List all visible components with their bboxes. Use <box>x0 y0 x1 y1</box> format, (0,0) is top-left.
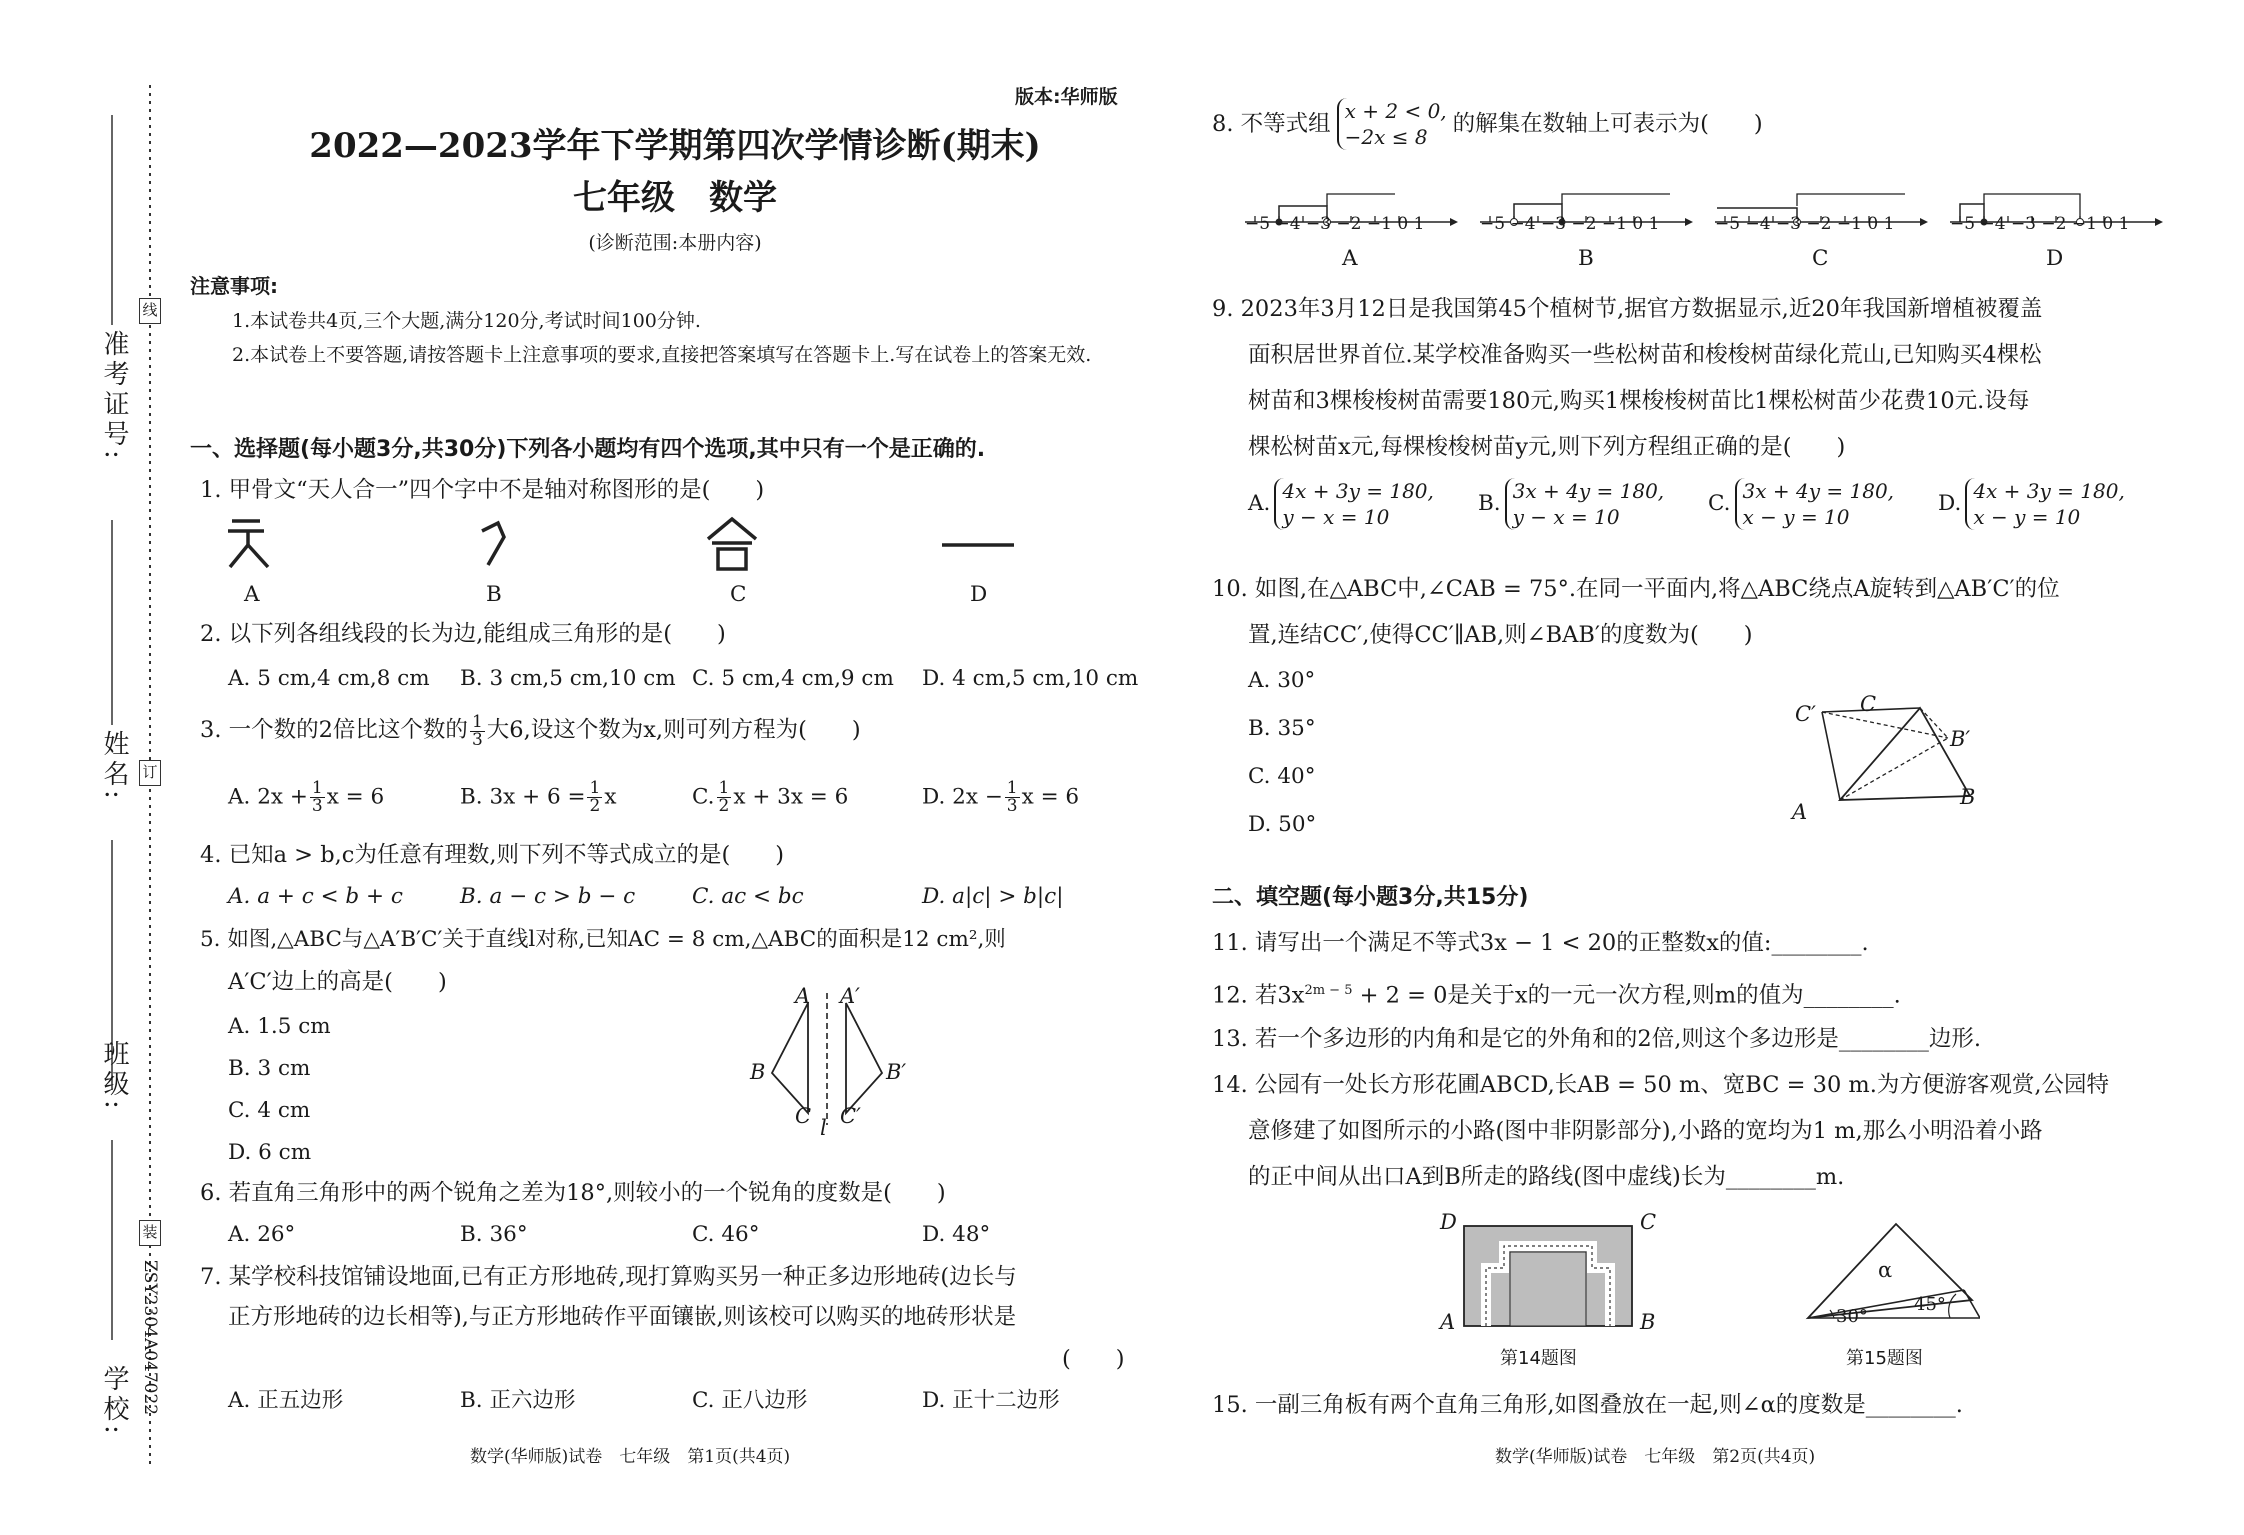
notice-item-2: 2.本试卷上不要答题,请按答题卡上注意事项的要求,直接把答案填写在答题卡上.写在试卷上的答案无效. <box>232 344 1092 366</box>
q3-option-a[interactable]: A. 2x + $\frac{1}{3}$ x = 6 <box>228 778 385 816</box>
q2-option-d[interactable]: D. 4 cm,5 cm,10 cm <box>922 666 1139 691</box>
section-2-heading: 二、填空题(每小题3分,共15分) <box>1212 885 1529 910</box>
question-14-line1: 14. 公园有一处长方形花圃ABCD,长AB = 50 m、宽BC = 30 m.为方便游客观赏,公园特 <box>1212 1072 2110 1098</box>
glyph-tian <box>228 521 268 567</box>
q3-fraction: $\frac{1}{3}$ <box>471 711 483 750</box>
q5-label-b-prime: B′ <box>886 1060 907 1084</box>
question-4-stem: 4. 已知a > b,c为任意有理数,则下列不等式成立的是( ) <box>200 842 785 868</box>
q14-label-c: C <box>1640 1210 1657 1234</box>
exam-subtitle: 七年级 数学 <box>573 178 777 218</box>
mark-zhuang: 装 <box>139 1220 161 1246</box>
q8-label-b: B <box>1578 246 1594 271</box>
exam-scope: (诊断范围:本册内容) <box>588 232 762 254</box>
question-10-line1: 10. 如图,在△ABC中,∠CAB = 75°.在同一平面内,将△ABC绕点A旋转到△AB′C′的位 <box>1212 576 2060 602</box>
q14-label-b: B <box>1640 1310 1656 1334</box>
q4-option-b[interactable]: B. a − c > b − c <box>460 884 636 909</box>
q7-option-d[interactable]: D. 正十二边形 <box>922 1388 1060 1413</box>
q1-label-b: B <box>486 582 502 607</box>
q5-label-l: l <box>820 1116 827 1140</box>
name-label: 姓名: <box>99 730 129 803</box>
question-9-line4: 棵松树苗x元,每棵梭梭树苗y元,则下列方程组正确的是( ) <box>1248 434 1846 460</box>
notice-heading: 注意事项: <box>190 274 278 298</box>
question-15: 15. 一副三角板有两个直角三角形,如图叠放在一起,则∠α的度数是________. <box>1212 1392 1963 1418</box>
q8-label-a: A <box>1342 246 1358 271</box>
q2-option-a[interactable]: A. 5 cm,4 cm,8 cm <box>228 666 430 691</box>
q5-option-b[interactable]: B. 3 cm <box>228 1056 311 1081</box>
mark-line: 线 <box>139 298 161 324</box>
q3-option-c[interactable]: C. $\frac{1}{2}$ x + 3x = 6 <box>692 778 849 816</box>
q10-label-c: C <box>1860 692 1877 716</box>
q1-glyph-figures <box>220 515 1040 575</box>
question-6-stem: 6. 若直角三角形中的两个锐角之差为18°,则较小的一个锐角的度数是( ) <box>200 1180 946 1206</box>
q3-option-d[interactable]: D. 2x − $\frac{1}{3}$ x = 6 <box>922 778 1080 816</box>
question-12: 12. 若$3x^{2m - 5} + 2 = 0$是关于x的一元一次方程,则m的值为________. <box>1212 982 1901 1009</box>
q8-ticks-d: −5 −4 −3 −2 −1 0 1 <box>1950 214 2130 234</box>
q15-label-30: 30° <box>1836 1306 1868 1327</box>
q7-answer-paren: ( ) <box>1062 1346 1125 1372</box>
q8-label-c: C <box>1812 246 1829 271</box>
q5-option-c[interactable]: C. 4 cm <box>228 1098 311 1123</box>
q15-caption: 第15题图 <box>1846 1348 1923 1369</box>
question-5-stem-line1: 5. 如图,△ABC与△A′B′C′关于直线l对称,已知AC = 8 cm,△ABC的面积是12 cm²,则 <box>200 927 1006 952</box>
q3-option-b[interactable]: B. 3x + 6 = $\frac{1}{2}$ x <box>460 778 617 816</box>
glyph-he <box>708 519 756 569</box>
paper-code: ZSY2304A047022 <box>140 1260 160 1416</box>
q9-option-d[interactable]: D. 4x + 3y = 180, x − y = 10 <box>1938 479 2125 529</box>
question-3-stem: 3. 一个数的2倍比这个数的 $\frac{1}{3}$ 大6,设这个数为x,则可列方程为( ) <box>200 711 861 750</box>
school-label: 学校: <box>99 1365 129 1438</box>
q9-option-b[interactable]: B. 3x + 4y = 180, y − x = 10 <box>1478 479 1665 529</box>
class-label: 班级: <box>99 1040 129 1113</box>
q10-label-a: A <box>1792 800 1808 824</box>
q1-label-d: D <box>970 582 988 607</box>
q8-ticks-c: −5 −4 −3 −2 −1 0 1 <box>1715 214 1895 234</box>
q8-ticks-b: −5 −4 −3 −2 −1 0 1 <box>1480 214 1660 234</box>
q7-option-b[interactable]: B. 正六边形 <box>460 1388 576 1413</box>
question-7-stem-line1: 7. 某学校科技馆铺设地面,已有正方形地砖,现打算购买另一种正多边形地砖(边长与 <box>200 1264 1017 1290</box>
question-10-line2: 置,连结CC′,使得CC′∥AB,则∠BAB′的度数为( ) <box>1248 622 1753 648</box>
question-9-line1: 9. 2023年3月12日是我国第45个植树节,据官方数据显示,近20年我国新增植被覆盖 <box>1212 296 2043 322</box>
question-9-line2: 面积居世界首位.某学校准备购买一些松树苗和梭梭树苗绿化荒山,已知购买4棵松 <box>1248 342 2042 368</box>
question-13: 13. 若一个多边形的内角和是它的外角和的2倍,则这个多边形是________边形. <box>1212 1026 1982 1052</box>
q5-label-c: C <box>795 1104 812 1128</box>
q14-label-a: A <box>1440 1310 1456 1334</box>
q5-label-a: A <box>795 984 811 1008</box>
q14-label-d: D <box>1440 1210 1457 1234</box>
q10-option-a[interactable]: A. 30° <box>1248 668 1316 693</box>
q8-inequality-system: x + 2 < 0, −2x ≤ 8 <box>1337 98 1447 150</box>
q6-option-c[interactable]: C. 46° <box>692 1222 760 1247</box>
q15-label-45: 45° <box>1914 1294 1946 1315</box>
exam-title: 2022—2023学年下学期第四次学情诊断(期末) <box>309 126 1041 166</box>
question-7-stem-line2: 正方形地砖的边长相等),与正方形地砖作平面镶嵌,则该校可以购买的地砖形状是 <box>228 1304 1017 1330</box>
exam-id-label: 准考证号: <box>99 330 129 463</box>
q1-label-c: C <box>730 582 747 607</box>
q7-option-c[interactable]: C. 正八边形 <box>692 1388 808 1413</box>
glyph-ren <box>482 523 504 565</box>
q2-option-b[interactable]: B. 3 cm,5 cm,10 cm <box>460 666 676 691</box>
question-9-line3: 树苗和3棵梭梭树苗需要180元,购买1棵梭梭树苗比1棵松树苗少花费10元.设每 <box>1248 388 2030 414</box>
q5-option-a[interactable]: A. 1.5 cm <box>228 1014 331 1039</box>
q10-option-b[interactable]: B. 35° <box>1248 716 1316 741</box>
question-14-line2: 意修建了如图所示的小路(图中非阴影部分),小路的宽均为1 m,那么小明沿着小路 <box>1248 1118 2043 1144</box>
q15-label-alpha: α <box>1878 1258 1893 1282</box>
question-11: 11. 请写出一个满足不等式3x − 1 < 20的正整数x的值:________. <box>1212 930 1869 956</box>
q14-figure <box>1460 1222 1640 1332</box>
q4-option-d[interactable]: D. a|c| > b|c| <box>922 884 1064 909</box>
q10-option-c[interactable]: C. 40° <box>1248 764 1316 789</box>
q7-option-a[interactable]: A. 正五边形 <box>228 1388 344 1413</box>
q10-option-d[interactable]: D. 50° <box>1248 812 1317 837</box>
notice-item-1: 1.本试卷共4页,三个大题,满分120分,考试时间100分钟. <box>232 310 701 332</box>
q10-label-c-prime: C′ <box>1795 702 1816 726</box>
q2-option-c[interactable]: C. 5 cm,4 cm,9 cm <box>692 666 894 691</box>
q9-option-a[interactable]: A. 4x + 3y = 180, y − x = 10 <box>1248 479 1434 529</box>
q9-option-c[interactable]: C. 3x + 4y = 180, x − y = 10 <box>1708 479 1895 529</box>
q10-label-b: B <box>1960 785 1976 809</box>
q14-caption: 第14题图 <box>1500 1348 1577 1369</box>
q6-option-a[interactable]: A. 26° <box>228 1222 296 1247</box>
footer-right: 数学(华师版)试卷 七年级 第2页(共4页) <box>1495 1447 1816 1467</box>
section-1-heading: 一、选择题(每小题3分,共30分)下列各小题均有四个选项,其中只有一个是正确的. <box>190 437 986 462</box>
q4-option-c[interactable]: C. ac < bc <box>692 884 804 909</box>
q8-ticks-a: −5 −4 −3 −2 −1 0 1 <box>1245 214 1425 234</box>
q4-option-a[interactable]: A. a + c < b + c <box>228 884 403 909</box>
footer-left: 数学(华师版)试卷 七年级 第1页(共4页) <box>470 1447 791 1467</box>
mark-ding: 订 <box>139 760 161 786</box>
question-5-stem-line2: A′C′边上的高是( ) <box>228 969 447 995</box>
q5-label-a-prime: A′ <box>840 984 860 1008</box>
q6-option-d[interactable]: D. 48° <box>922 1222 991 1247</box>
question-14-line3: 的正中间从出口A到B所走的路线(图中虚线)长为________m. <box>1248 1164 1845 1190</box>
q8-label-d: D <box>2046 246 2064 271</box>
q5-label-c-prime: C′ <box>840 1104 861 1128</box>
question-8-stem: 8. 不等式组 x + 2 < 0, −2x ≤ 8 的解集在数轴上可表示为( ) <box>1212 99 1763 149</box>
q5-label-b: B <box>750 1060 766 1084</box>
question-2-stem: 2. 以下列各组线段的长为边,能组成三角形的是( ) <box>200 621 726 647</box>
q5-option-d[interactable]: D. 6 cm <box>228 1140 312 1165</box>
question-1-stem: 1. 甲骨文“天人合一”四个字中不是轴对称图形的是( ) <box>200 477 765 503</box>
version-label: 版本:华师版 <box>1015 86 1118 108</box>
q10-label-b-prime: B′ <box>1950 727 1971 751</box>
q6-option-b[interactable]: B. 36° <box>460 1222 528 1247</box>
q1-label-a: A <box>244 582 260 607</box>
